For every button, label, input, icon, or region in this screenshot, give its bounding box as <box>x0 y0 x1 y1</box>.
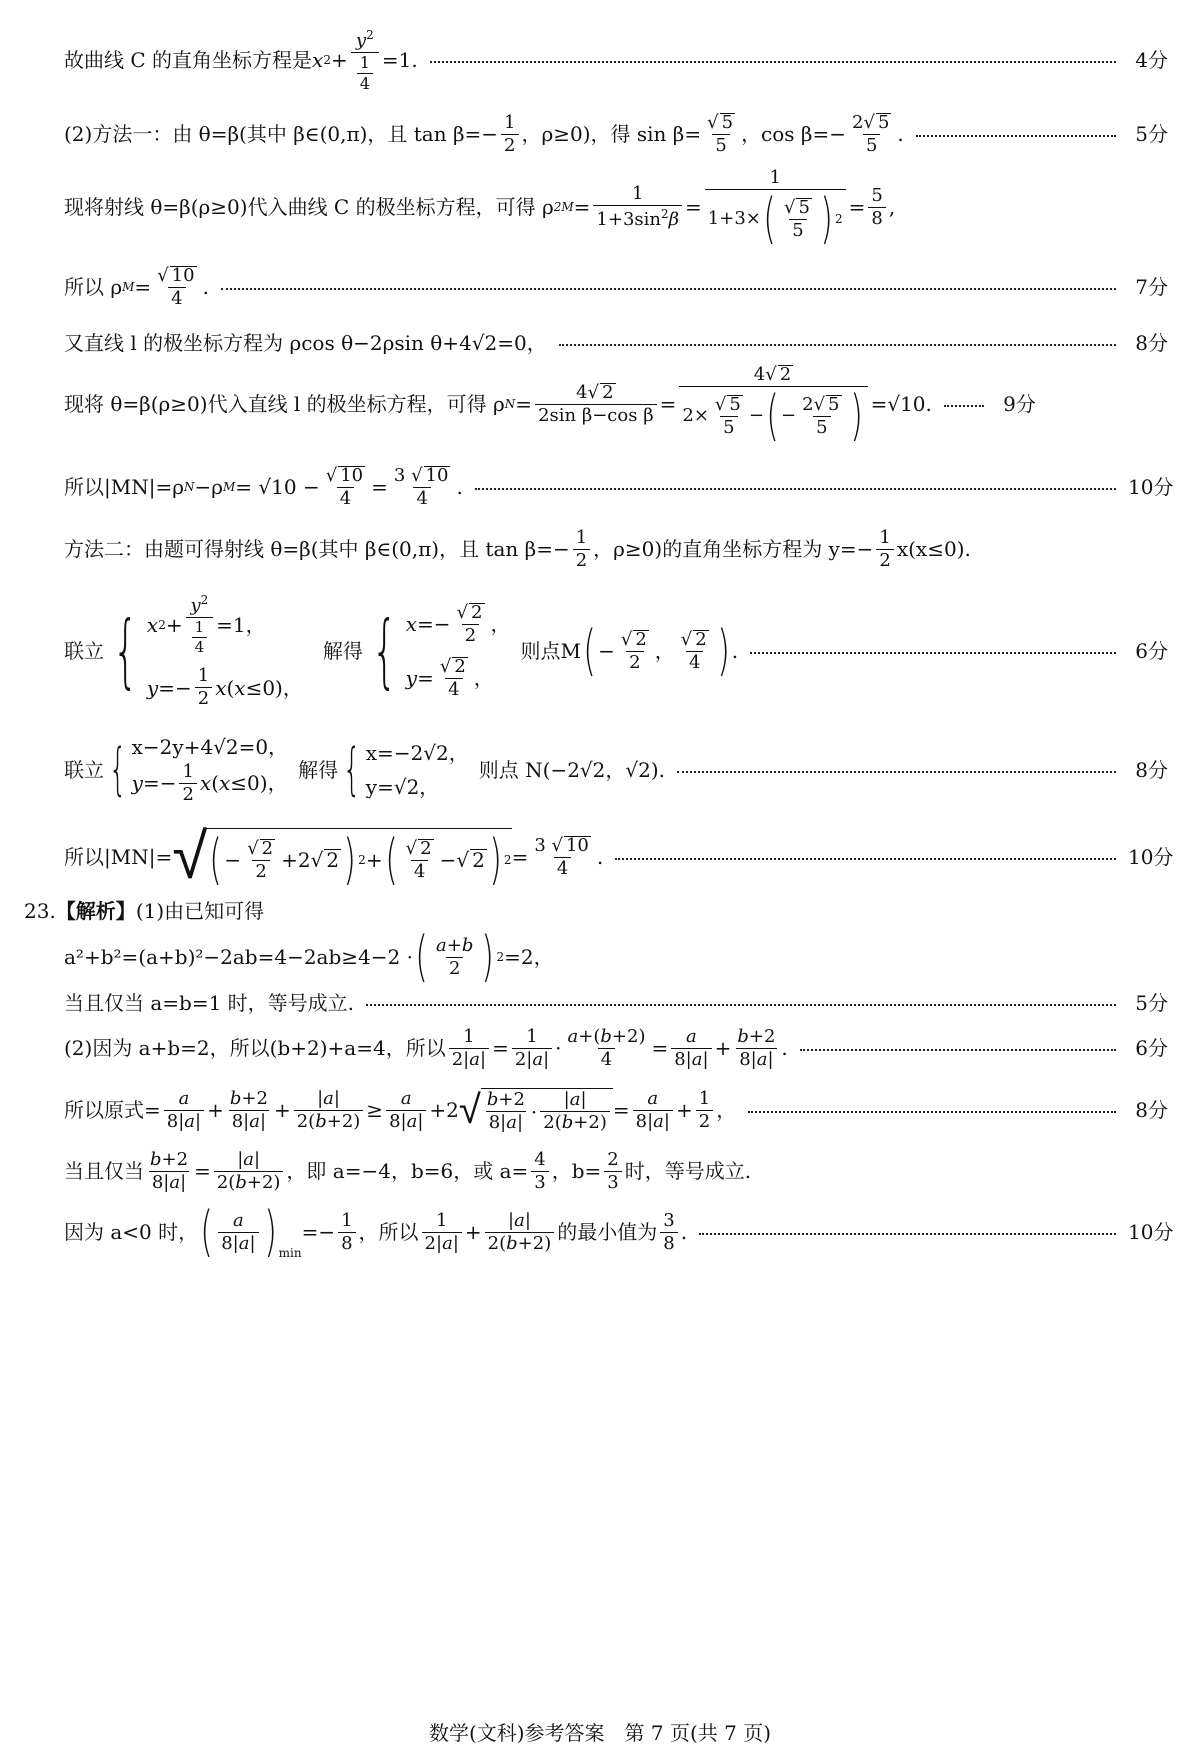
score: 5分 <box>1135 122 1168 146</box>
line-5: 又直线 l 的极坐标方程为 ρcos θ−2ρsin θ+4√2=0， 8分 <box>64 331 1168 355</box>
score: 4分 <box>1135 48 1168 72</box>
math-expression: x 2 + $y^2$ $\frac{1}{4}$ <box>312 29 382 92</box>
leader-dots <box>944 405 984 407</box>
leader-dots <box>366 1004 1116 1006</box>
score: 8分 <box>1135 1098 1168 1122</box>
score: 6分 <box>1135 1036 1168 1060</box>
section-tag: 【解析】 <box>55 899 136 923</box>
score: 10分 <box>1128 475 1174 499</box>
score: 7分 <box>1135 275 1168 299</box>
line-3: 现将射线 θ=β(ρ≥0)代入曲线 C 的极坐标方程，可得 ρ 2 M = $\frac{1}{1+3\sin^2\beta}$ = 1 1+3× ( √ 5 5 ) 2 = $\frac{5}{8}$ , <box>64 166 896 250</box>
leader-dots <box>748 1111 1116 1113</box>
score: 10分 <box>1128 1220 1174 1244</box>
leader-dots <box>677 771 1116 773</box>
leader-dots <box>559 344 1116 346</box>
line-14: 当且仅当 a=b=1 时，等号成立. 5分 <box>64 991 1168 1015</box>
score: 6分 <box>1135 639 1168 663</box>
leader-dots <box>475 488 1116 490</box>
solution-system: { x =− √ 2 2 ， y = √ 2 4 ， <box>371 602 511 700</box>
leader-dots <box>750 652 1116 654</box>
score: 8分 <box>1135 331 1168 355</box>
page-footer: 数学(文科)参考答案 第 7 页(共 7 页) <box>428 1721 772 1745</box>
equation-system: { x−2y+4√2=0， y =− 1 2 x ( x ≤0)， <box>108 734 289 805</box>
line-6: 现将 θ=β(ρ≥0)代入直线 l 的极坐标方程，可得 ρ N = $\frac{4√ 2}{\text{2sin β−cos β}}$ = 4√ 2 2× √ 5 5 − ( − 2√ 5 5 ) =√10. 9分 <box>64 364 1036 447</box>
question-number: 23. <box>24 899 56 923</box>
leader-dots <box>221 288 1116 290</box>
line-10: 联立 { x−2y+4√2=0， y =− 1 2 x ( x ≤0)， 解得 { x=−2√2， y=√2， 则点 N(−2√2，√2). 8分 <box>64 734 1168 805</box>
line-18: 因为 a<0 时， ( a 8|a| ) $_{min}$ =− $\frac{1}{8}$ ，所以 1 2|a| + |a| 2(b+2) 的最小值为 3 8 . 10分 <box>64 1200 1174 1263</box>
line-2: (2)方法一：由 θ=β(其中 β∈(0,π)，且 tan β=− $\frac{1}{2}$ ，ρ≥0)，得 sin β= $\frac{√ 5}{5}$ ，cos β=− $\frac{2√ 5}{5}$ . 5分 <box>64 111 1168 156</box>
line-12: 23. 【解析】 (1)由已知可得 <box>24 899 265 923</box>
equation-system: { x 2 + $y^2$ $\frac{1}{4}$ =1， y =− 1 2 x ( x ≤0)， <box>112 593 303 709</box>
leader-dots <box>699 1233 1116 1235</box>
distance-formula: √ ( − √ 2 2 +2√ 2 ) 2 + ( √ 2 4 −√ 2 ) 2 = 3 √ 10 4 . <box>172 820 604 894</box>
leader-dots <box>916 135 1116 137</box>
line-17: 当且仅当 b+2 8|a| = |a| 2(b+2) ，即 a=−4，b=6，或 a= $\frac{4}{3}$ ，b= $\frac{2}{3}$ 时，等号成立. <box>64 1148 752 1193</box>
line-16: 所以原式= a 8|a| + b+2 8|a| + |a| 2(b+2) ≥ a 8|a| +2 √ b+2 8|a| · |a| 2(b+2) = a 8|a| + 1 2 ， 8分 <box>64 1087 1168 1133</box>
leader-dots <box>800 1049 1116 1051</box>
line-15: (2)因为 a+b=2，所以(b+2)+a=4，所以 1 2|a| = 1 2|a| · a+(b+2) 4 = a 8|a| + b+2 8|a| . 6分 <box>64 1025 1168 1070</box>
line-9: 联立 { x 2 + $y^2$ $\frac{1}{4}$ =1， y =− 1 2 x ( x ≤0)， 解得 { x =− √ 2 2 ， y = √ 2 4 ， 则点M ( − √ 2 2 ， √ 2 4 ) . 6分 <box>64 593 1168 709</box>
line-1: 故曲线 C 的直角坐标方程是 x 2 + $y^2$ $\frac{1}{4}$ =1. 4分 <box>64 27 1168 93</box>
line-11: 所以|MN|= √ ( − √ 2 2 +2√ 2 ) 2 + ( √ 2 4 −√ 2 ) 2 = 3 √ 10 4 . 10分 <box>64 820 1174 894</box>
score: 9分 <box>1003 392 1036 416</box>
score: 5分 <box>1135 991 1168 1015</box>
score: 8分 <box>1135 758 1168 782</box>
score: 10分 <box>1128 845 1174 869</box>
leader-dots <box>430 61 1116 63</box>
solution-system: { x=−2√2， y=√2， <box>343 737 469 802</box>
line-8: 方法二：由题可得射线 θ=β(其中 β∈(0,π)，且 tan β=− $\frac{1}{2}$ ，ρ≥0)的直角坐标方程为 y=− $\frac{1}{2}$ x(x≤0). <box>64 526 971 571</box>
line-13: a²+b²=(a+b)²−2ab=4−2ab≥4−2 · ( a+b 2 ) 2 =2， <box>64 925 554 988</box>
line-4: 所以 ρ M = $\frac{√ 10}{4}$ . 7分 <box>64 265 1168 309</box>
line-7: 所以|MN|=ρ N −ρ M = √10 − $\frac{√ 10}{4}$ = $\frac{3 √ 10}{4}$ . 10分 <box>64 465 1174 509</box>
leader-dots <box>615 858 1116 860</box>
